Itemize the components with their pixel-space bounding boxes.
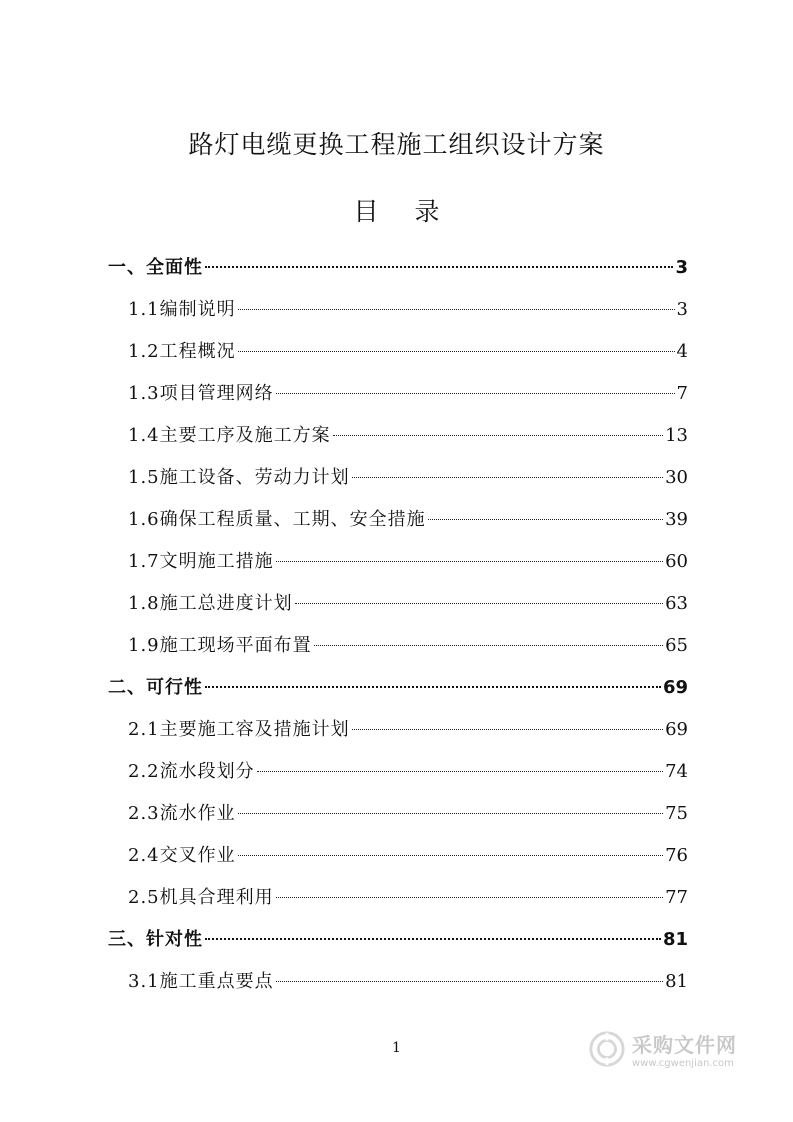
toc-entry-label: 2.5机具合理利用 [128, 887, 274, 908]
dot-leader [314, 645, 663, 646]
document-title: 路灯电缆更换工程施工组织设计方案 [188, 129, 605, 159]
dot-leader [428, 519, 663, 520]
toc-entry-page: 4 [676, 341, 688, 362]
toc-entry-2-4[interactable] [128, 841, 688, 871]
toc-entry-page: 69 [665, 719, 688, 740]
toc-entry-label: 2.2流水段划分 [128, 761, 255, 782]
toc-entry-page: 76 [665, 845, 688, 866]
toc-entry-2-5[interactable] [128, 883, 688, 913]
toc-entry-page: 69 [662, 677, 688, 698]
toc-entry-1-4[interactable] [128, 421, 688, 451]
dot-leader [276, 897, 663, 898]
toc-entry-label: 1.8施工总进度计划 [128, 593, 293, 614]
dot-leader [238, 309, 675, 310]
dot-leader [257, 771, 663, 772]
toc-entry-2-2[interactable] [128, 757, 688, 787]
toc-entry-label: 1.4主要工序及施工方案 [128, 425, 331, 446]
dot-leader [205, 266, 673, 268]
toc-entry-page: 30 [665, 467, 688, 488]
toc-entry-1-9[interactable] [128, 631, 688, 661]
toc-entry-label: 2.1主要施工容及措施计划 [128, 719, 350, 740]
toc-entry-1-5[interactable] [128, 463, 688, 493]
dot-leader [238, 813, 663, 814]
toc-entry-1-7[interactable] [128, 547, 688, 577]
dot-leader [238, 351, 675, 352]
dot-leader [295, 603, 663, 604]
dot-leader [333, 435, 663, 436]
toc-entry-label: 1.3项目管理网络 [128, 383, 274, 404]
dot-leader [352, 729, 663, 730]
toc-entry-page: 77 [665, 887, 688, 908]
toc-entry-page: 81 [665, 971, 688, 992]
toc-entry-2[interactable] [108, 673, 688, 703]
toc-entry-label: 二、可行性 [108, 677, 203, 698]
dot-leader [276, 981, 663, 982]
dot-leader [352, 477, 663, 478]
toc-entry-page: 3 [676, 299, 688, 320]
toc-heading: 目 录 [353, 197, 454, 226]
toc-entry-label: 三、针对性 [108, 929, 203, 950]
watermark-name: 采购文件网 [632, 1033, 737, 1057]
toc-entry-1-1[interactable] [128, 295, 688, 325]
toc-entry-3[interactable] [108, 925, 688, 955]
toc-entry-page: 3 [675, 257, 688, 278]
toc-entry-label: 1.7文明施工措施 [128, 551, 274, 572]
toc-entry-page: 39 [665, 509, 688, 530]
toc-entry-label: 1.9施工现场平面布置 [128, 635, 312, 656]
toc-entry-page: 81 [662, 929, 688, 950]
toc-entry-label: 1.2工程概况 [128, 341, 236, 362]
toc-entry-label: 2.4交叉作业 [128, 845, 236, 866]
toc-entry-page: 13 [665, 425, 688, 446]
dot-leader [205, 686, 661, 688]
toc-entry-1-6[interactable] [128, 505, 688, 535]
toc-entry-label: 2.3流水作业 [128, 803, 236, 824]
toc-entry-page: 63 [665, 593, 688, 614]
toc-entry-page: 65 [665, 635, 688, 656]
toc-entry-label: 3.1施工重点要点 [128, 971, 274, 992]
dot-leader [205, 938, 661, 940]
toc-entry-label: 1.6确保工程质量、工期、安全措施 [128, 509, 426, 530]
toc-entry-1-3[interactable] [128, 379, 688, 409]
toc-entry-page: 75 [665, 803, 688, 824]
toc-entry-1-2[interactable] [128, 337, 688, 367]
dot-leader [276, 393, 675, 394]
toc-entry-page: 7 [676, 383, 688, 404]
toc-entry-1[interactable] [108, 253, 688, 283]
toc-entry-label: 1.5施工设备、劳动力计划 [128, 467, 350, 488]
dot-leader [238, 855, 663, 856]
page-number: 1 [392, 1040, 401, 1056]
cgwenjian-logo-icon [588, 1030, 626, 1068]
toc-entry-2-1[interactable] [128, 715, 688, 745]
toc-entry-1-8[interactable] [128, 589, 688, 619]
toc-entry-3-1[interactable] [128, 967, 688, 997]
toc-entry-page: 60 [665, 551, 688, 572]
toc-entry-2-3[interactable] [128, 799, 688, 829]
toc-entry-page: 74 [665, 761, 688, 782]
watermark-url: www.cgwenjian.com [632, 1058, 734, 1069]
toc-entry-label: 一、全面性 [108, 257, 203, 278]
toc-entry-label: 1.1编制说明 [128, 299, 236, 320]
dot-leader [276, 561, 663, 562]
watermark [588, 1025, 758, 1073]
